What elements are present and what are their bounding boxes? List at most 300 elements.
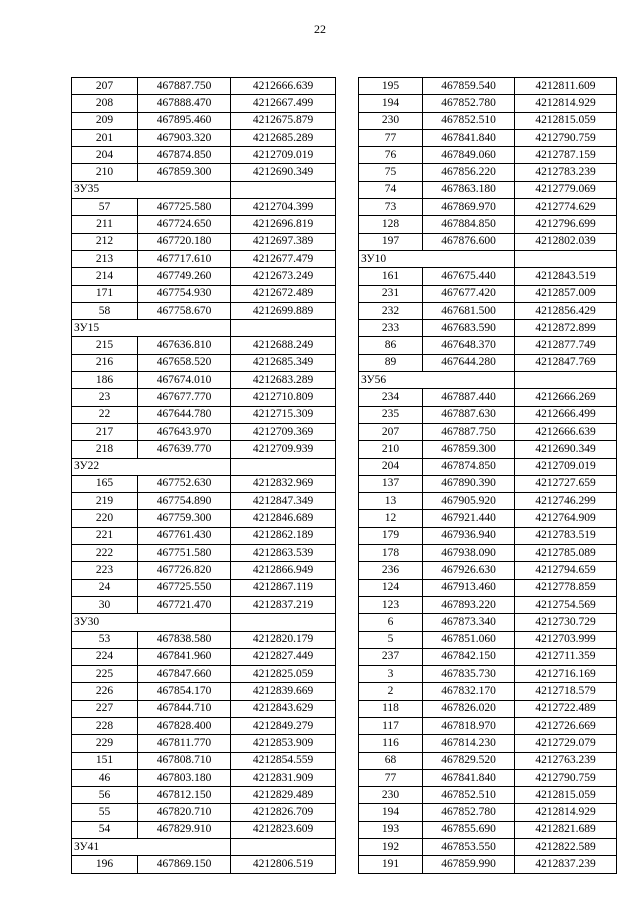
x-coordinate-cell: 467887.750: [423, 423, 515, 440]
y-coordinate-cell: 4212866.949: [231, 562, 336, 579]
table-row: [359, 112, 617, 129]
table-row: [72, 129, 336, 146]
y-coordinate-cell: 4212811.609: [515, 78, 617, 95]
point-number-cell: 230: [359, 787, 423, 804]
x-coordinate-cell: 467856.220: [423, 164, 515, 181]
table-row: [72, 648, 336, 665]
point-number-cell: 57: [72, 199, 138, 216]
y-coordinate-cell: 4212704.399: [231, 199, 336, 216]
y-coordinate-cell: 4212843.629: [231, 700, 336, 717]
point-number-cell: 236: [359, 562, 423, 579]
table-row: [359, 527, 617, 544]
point-number-cell: 211: [72, 216, 138, 233]
table-row: [359, 579, 617, 596]
point-number-cell: 217: [72, 423, 138, 440]
table-row: [359, 147, 617, 164]
x-coordinate-cell: 467811.770: [138, 735, 231, 752]
x-coordinate-cell: 467890.390: [423, 475, 515, 492]
x-coordinate-cell: 467818.970: [423, 717, 515, 734]
table-row: [359, 700, 617, 717]
x-coordinate-cell: 467829.520: [423, 752, 515, 769]
y-coordinate-cell: 4212754.569: [515, 596, 617, 613]
x-coordinate-cell: 467803.180: [138, 769, 231, 786]
y-coordinate-cell: 4212787.159: [515, 147, 617, 164]
y-coordinate-cell: 4212867.119: [231, 579, 336, 596]
table-row: [72, 493, 336, 510]
table-row: [72, 216, 336, 233]
point-number-cell: 124: [359, 579, 423, 596]
point-number-cell: 54: [72, 821, 138, 838]
table-row: [359, 423, 617, 440]
y-coordinate-cell: 4212690.349: [231, 164, 336, 181]
empty-cell: [231, 839, 336, 856]
table-row: [359, 787, 617, 804]
point-number-cell: 232: [359, 302, 423, 319]
x-coordinate-cell: 467725.580: [138, 199, 231, 216]
table-row: [72, 700, 336, 717]
y-coordinate-cell: 4212746.299: [515, 493, 617, 510]
y-coordinate-cell: 4212666.269: [515, 389, 617, 406]
table-row: [359, 233, 617, 250]
x-coordinate-cell: 467820.710: [138, 804, 231, 821]
table-row: [72, 545, 336, 562]
y-coordinate-cell: 4212872.899: [515, 320, 617, 337]
table-row: [359, 475, 617, 492]
x-coordinate-cell: 467903.320: [138, 129, 231, 146]
x-coordinate-cell: 467677.770: [138, 389, 231, 406]
x-coordinate-cell: 467835.730: [423, 666, 515, 683]
x-coordinate-cell: 467873.340: [423, 614, 515, 631]
y-coordinate-cell: 4212826.709: [231, 804, 336, 821]
table-row: [359, 78, 617, 95]
table-row: [72, 666, 336, 683]
y-coordinate-cell: 4212666.639: [515, 423, 617, 440]
x-coordinate-cell: 467921.440: [423, 510, 515, 527]
empty-cell: [231, 458, 336, 475]
x-coordinate-cell: 467852.510: [423, 787, 515, 804]
x-coordinate-cell: 467838.580: [138, 631, 231, 648]
y-coordinate-cell: 4212821.689: [515, 821, 617, 838]
x-coordinate-cell: 467828.400: [138, 717, 231, 734]
table-row: [359, 821, 617, 838]
table-row: [72, 389, 336, 406]
y-coordinate-cell: 4212763.239: [515, 752, 617, 769]
zone-header-row: [72, 614, 336, 631]
point-number-cell: 23: [72, 389, 138, 406]
point-number-cell: 191: [359, 856, 423, 873]
y-coordinate-cell: 4212856.429: [515, 302, 617, 319]
point-number-cell: 116: [359, 735, 423, 752]
x-coordinate-cell: 467812.150: [138, 787, 231, 804]
table-row: [72, 337, 336, 354]
x-coordinate-cell: 467852.780: [423, 95, 515, 112]
y-coordinate-cell: 4212673.249: [231, 268, 336, 285]
point-number-cell: 204: [72, 147, 138, 164]
x-coordinate-cell: 467675.440: [423, 268, 515, 285]
x-coordinate-cell: 467938.090: [423, 545, 515, 562]
point-number-cell: 13: [359, 493, 423, 510]
point-number-cell: 212: [72, 233, 138, 250]
zone-header-row: [359, 372, 617, 389]
table-row: [72, 804, 336, 821]
point-number-cell: 220: [72, 510, 138, 527]
point-number-cell: 77: [359, 769, 423, 786]
empty-cell: [515, 372, 617, 389]
point-number-cell: 235: [359, 406, 423, 423]
y-coordinate-cell: 4212685.289: [231, 129, 336, 146]
table-row: [359, 752, 617, 769]
y-coordinate-cell: 4212783.519: [515, 527, 617, 544]
point-number-cell: 3: [359, 666, 423, 683]
table-row: [72, 302, 336, 319]
table-row: [359, 389, 617, 406]
point-number-cell: 222: [72, 545, 138, 562]
zone-label: ЗУ35: [72, 181, 231, 198]
x-coordinate-cell: 467887.440: [423, 389, 515, 406]
table-row: [72, 717, 336, 734]
y-coordinate-cell: 4212764.909: [515, 510, 617, 527]
table-row: [72, 112, 336, 129]
table-row: [359, 458, 617, 475]
x-coordinate-cell: 467887.750: [138, 78, 231, 95]
zone-label: ЗУ30: [72, 614, 231, 631]
point-number-cell: 151: [72, 752, 138, 769]
zone-label: ЗУ15: [72, 320, 231, 337]
table-row: [359, 717, 617, 734]
y-coordinate-cell: 4212814.929: [515, 95, 617, 112]
x-coordinate-cell: 467808.710: [138, 752, 231, 769]
y-coordinate-cell: 4212854.559: [231, 752, 336, 769]
table-row: [72, 199, 336, 216]
point-number-cell: 89: [359, 354, 423, 371]
point-number-cell: 179: [359, 527, 423, 544]
x-coordinate-cell: 467936.940: [423, 527, 515, 544]
point-number-cell: 53: [72, 631, 138, 648]
table-row: [359, 735, 617, 752]
table-row: [359, 769, 617, 786]
point-number-cell: 215: [72, 337, 138, 354]
point-number-cell: 186: [72, 372, 138, 389]
table-row: [72, 631, 336, 648]
y-coordinate-cell: 4212709.939: [231, 441, 336, 458]
table-row: [72, 233, 336, 250]
y-coordinate-cell: 4212709.019: [515, 458, 617, 475]
x-coordinate-cell: 467658.520: [138, 354, 231, 371]
point-number-cell: 229: [72, 735, 138, 752]
y-coordinate-cell: 4212730.729: [515, 614, 617, 631]
y-coordinate-cell: 4212825.059: [231, 666, 336, 683]
y-coordinate-cell: 4212815.059: [515, 112, 617, 129]
y-coordinate-cell: 4212709.369: [231, 423, 336, 440]
table-row: [72, 164, 336, 181]
point-number-cell: 226: [72, 683, 138, 700]
x-coordinate-cell: 467854.170: [138, 683, 231, 700]
point-number-cell: 195: [359, 78, 423, 95]
point-number-cell: 55: [72, 804, 138, 821]
table-row: [72, 372, 336, 389]
point-number-cell: 197: [359, 233, 423, 250]
point-number-cell: 161: [359, 268, 423, 285]
point-number-cell: 234: [359, 389, 423, 406]
point-number-cell: 77: [359, 129, 423, 146]
x-coordinate-cell: 467759.300: [138, 510, 231, 527]
x-coordinate-cell: 467648.370: [423, 337, 515, 354]
x-coordinate-cell: 467639.770: [138, 441, 231, 458]
point-number-cell: 75: [359, 164, 423, 181]
table-row: [72, 406, 336, 423]
y-coordinate-cell: 4212703.999: [515, 631, 617, 648]
table-row: [359, 545, 617, 562]
x-coordinate-cell: 467842.150: [423, 648, 515, 665]
zone-header-row: [72, 320, 336, 337]
y-coordinate-cell: 4212829.489: [231, 787, 336, 804]
table-row: [359, 268, 617, 285]
y-coordinate-cell: 4212796.699: [515, 216, 617, 233]
y-coordinate-cell: 4212877.749: [515, 337, 617, 354]
x-coordinate-cell: 467677.420: [423, 285, 515, 302]
x-coordinate-cell: 467721.470: [138, 596, 231, 613]
point-number-cell: 207: [72, 78, 138, 95]
x-coordinate-cell: 467847.660: [138, 666, 231, 683]
y-coordinate-cell: 4212849.279: [231, 717, 336, 734]
x-coordinate-cell: 467869.150: [138, 856, 231, 873]
table-row: [72, 683, 336, 700]
y-coordinate-cell: 4212832.969: [231, 475, 336, 492]
point-number-cell: 192: [359, 839, 423, 856]
x-coordinate-cell: 467814.230: [423, 735, 515, 752]
point-number-cell: 117: [359, 717, 423, 734]
x-coordinate-cell: 467874.850: [423, 458, 515, 475]
y-coordinate-cell: 4212696.819: [231, 216, 336, 233]
table-row: [359, 510, 617, 527]
point-number-cell: 74: [359, 181, 423, 198]
zone-header-row: [72, 181, 336, 198]
x-coordinate-cell: 467754.890: [138, 493, 231, 510]
y-coordinate-cell: 4212690.349: [515, 441, 617, 458]
table-row: [359, 337, 617, 354]
point-number-cell: 5: [359, 631, 423, 648]
table-row: [72, 787, 336, 804]
zone-label: ЗУ41: [72, 839, 231, 856]
table-row: [359, 354, 617, 371]
x-coordinate-cell: 467644.780: [138, 406, 231, 423]
point-number-cell: 56: [72, 787, 138, 804]
point-number-cell: 230: [359, 112, 423, 129]
point-number-cell: 58: [72, 302, 138, 319]
point-number-cell: 224: [72, 648, 138, 665]
table-row: [72, 510, 336, 527]
y-coordinate-cell: 4212675.879: [231, 112, 336, 129]
x-coordinate-cell: 467859.300: [138, 164, 231, 181]
point-number-cell: 194: [359, 804, 423, 821]
y-coordinate-cell: 4212697.389: [231, 233, 336, 250]
y-coordinate-cell: 4212778.859: [515, 579, 617, 596]
table-row: [72, 735, 336, 752]
x-coordinate-cell: 467855.690: [423, 821, 515, 838]
table-row: [359, 839, 617, 856]
point-number-cell: 216: [72, 354, 138, 371]
table-row: [359, 181, 617, 198]
y-coordinate-cell: 4212715.309: [231, 406, 336, 423]
point-number-cell: 178: [359, 545, 423, 562]
y-coordinate-cell: 4212666.499: [515, 406, 617, 423]
y-coordinate-cell: 4212814.929: [515, 804, 617, 821]
x-coordinate-cell: 467869.970: [423, 199, 515, 216]
point-number-cell: 204: [359, 458, 423, 475]
x-coordinate-cell: 467674.010: [138, 372, 231, 389]
point-number-cell: 123: [359, 596, 423, 613]
table-row: [72, 441, 336, 458]
y-coordinate-cell: 4212822.589: [515, 839, 617, 856]
zone-label: ЗУ22: [72, 458, 231, 475]
y-coordinate-cell: 4212863.539: [231, 545, 336, 562]
y-coordinate-cell: 4212820.179: [231, 631, 336, 648]
x-coordinate-cell: 467841.840: [423, 129, 515, 146]
y-coordinate-cell: 4212785.089: [515, 545, 617, 562]
zone-label: ЗУ10: [359, 250, 515, 267]
y-coordinate-cell: 4212806.519: [231, 856, 336, 873]
y-coordinate-cell: 4212847.769: [515, 354, 617, 371]
point-number-cell: 227: [72, 700, 138, 717]
x-coordinate-cell: 467681.500: [423, 302, 515, 319]
y-coordinate-cell: 4212709.019: [231, 147, 336, 164]
table-row: [72, 527, 336, 544]
table-row: [72, 354, 336, 371]
table-row: [72, 95, 336, 112]
x-coordinate-cell: 467852.510: [423, 112, 515, 129]
x-coordinate-cell: 467884.850: [423, 216, 515, 233]
x-coordinate-cell: 467913.460: [423, 579, 515, 596]
point-number-cell: 210: [359, 441, 423, 458]
x-coordinate-cell: 467754.930: [138, 285, 231, 302]
x-coordinate-cell: 467761.430: [138, 527, 231, 544]
point-number-cell: 46: [72, 769, 138, 786]
coordinates-table-right: [358, 77, 617, 874]
y-coordinate-cell: 4212699.889: [231, 302, 336, 319]
point-number-cell: 201: [72, 129, 138, 146]
x-coordinate-cell: 467859.300: [423, 441, 515, 458]
x-coordinate-cell: 467841.840: [423, 769, 515, 786]
table-row: [359, 285, 617, 302]
x-coordinate-cell: 467849.060: [423, 147, 515, 164]
y-coordinate-cell: 4212727.659: [515, 475, 617, 492]
table-row: [359, 804, 617, 821]
x-coordinate-cell: 467895.460: [138, 112, 231, 129]
table-row: [359, 683, 617, 700]
y-coordinate-cell: 4212672.489: [231, 285, 336, 302]
x-coordinate-cell: 467887.630: [423, 406, 515, 423]
y-coordinate-cell: 4212685.349: [231, 354, 336, 371]
y-coordinate-cell: 4212843.519: [515, 268, 617, 285]
x-coordinate-cell: 467874.850: [138, 147, 231, 164]
point-number-cell: 221: [72, 527, 138, 544]
y-coordinate-cell: 4212837.219: [231, 596, 336, 613]
y-coordinate-cell: 4212718.579: [515, 683, 617, 700]
y-coordinate-cell: 4212774.629: [515, 199, 617, 216]
table-row: [359, 320, 617, 337]
table-row: [359, 631, 617, 648]
y-coordinate-cell: 4212666.639: [231, 78, 336, 95]
y-coordinate-cell: 4212790.759: [515, 769, 617, 786]
y-coordinate-cell: 4212726.669: [515, 717, 617, 734]
point-number-cell: 86: [359, 337, 423, 354]
table-row: [359, 856, 617, 873]
y-coordinate-cell: 4212779.069: [515, 181, 617, 198]
point-number-cell: 73: [359, 199, 423, 216]
point-number-cell: 128: [359, 216, 423, 233]
table-row: [72, 250, 336, 267]
table-row: [72, 268, 336, 285]
point-number-cell: 214: [72, 268, 138, 285]
x-coordinate-cell: 467751.580: [138, 545, 231, 562]
x-coordinate-cell: 467905.920: [423, 493, 515, 510]
x-coordinate-cell: 467829.910: [138, 821, 231, 838]
y-coordinate-cell: 4212862.189: [231, 527, 336, 544]
point-number-cell: 193: [359, 821, 423, 838]
y-coordinate-cell: 4212827.449: [231, 648, 336, 665]
table-row: [72, 579, 336, 596]
table-row: [359, 406, 617, 423]
y-coordinate-cell: 4212722.489: [515, 700, 617, 717]
y-coordinate-cell: 4212794.659: [515, 562, 617, 579]
empty-cell: [231, 181, 336, 198]
table-row: [359, 614, 617, 631]
point-number-cell: 228: [72, 717, 138, 734]
point-number-cell: 219: [72, 493, 138, 510]
y-coordinate-cell: 4212831.909: [231, 769, 336, 786]
point-number-cell: 196: [72, 856, 138, 873]
table-row: [72, 562, 336, 579]
table-row: [359, 302, 617, 319]
point-number-cell: 225: [72, 666, 138, 683]
point-number-cell: 223: [72, 562, 138, 579]
table-row: [359, 216, 617, 233]
x-coordinate-cell: 467859.990: [423, 856, 515, 873]
table-row: [72, 78, 336, 95]
point-number-cell: 118: [359, 700, 423, 717]
point-number-cell: 207: [359, 423, 423, 440]
y-coordinate-cell: 4212837.239: [515, 856, 617, 873]
x-coordinate-cell: 467720.180: [138, 233, 231, 250]
x-coordinate-cell: 467752.630: [138, 475, 231, 492]
y-coordinate-cell: 4212688.249: [231, 337, 336, 354]
y-coordinate-cell: 4212847.349: [231, 493, 336, 510]
point-number-cell: 137: [359, 475, 423, 492]
zone-label: ЗУ56: [359, 372, 515, 389]
y-coordinate-cell: 4212839.669: [231, 683, 336, 700]
x-coordinate-cell: 467758.670: [138, 302, 231, 319]
table-row: [359, 596, 617, 613]
table-row: [72, 821, 336, 838]
y-coordinate-cell: 4212857.009: [515, 285, 617, 302]
y-coordinate-cell: 4212729.079: [515, 735, 617, 752]
empty-cell: [231, 614, 336, 631]
x-coordinate-cell: 467888.470: [138, 95, 231, 112]
x-coordinate-cell: 467844.710: [138, 700, 231, 717]
zone-header-row: [359, 250, 617, 267]
x-coordinate-cell: 467852.780: [423, 804, 515, 821]
point-number-cell: 6: [359, 614, 423, 631]
table-row: [359, 164, 617, 181]
point-number-cell: 218: [72, 441, 138, 458]
point-number-cell: 209: [72, 112, 138, 129]
x-coordinate-cell: 467726.820: [138, 562, 231, 579]
y-coordinate-cell: 4212846.689: [231, 510, 336, 527]
x-coordinate-cell: 467683.590: [423, 320, 515, 337]
y-coordinate-cell: 4212667.499: [231, 95, 336, 112]
zone-header-row: [72, 458, 336, 475]
table-row: [359, 666, 617, 683]
